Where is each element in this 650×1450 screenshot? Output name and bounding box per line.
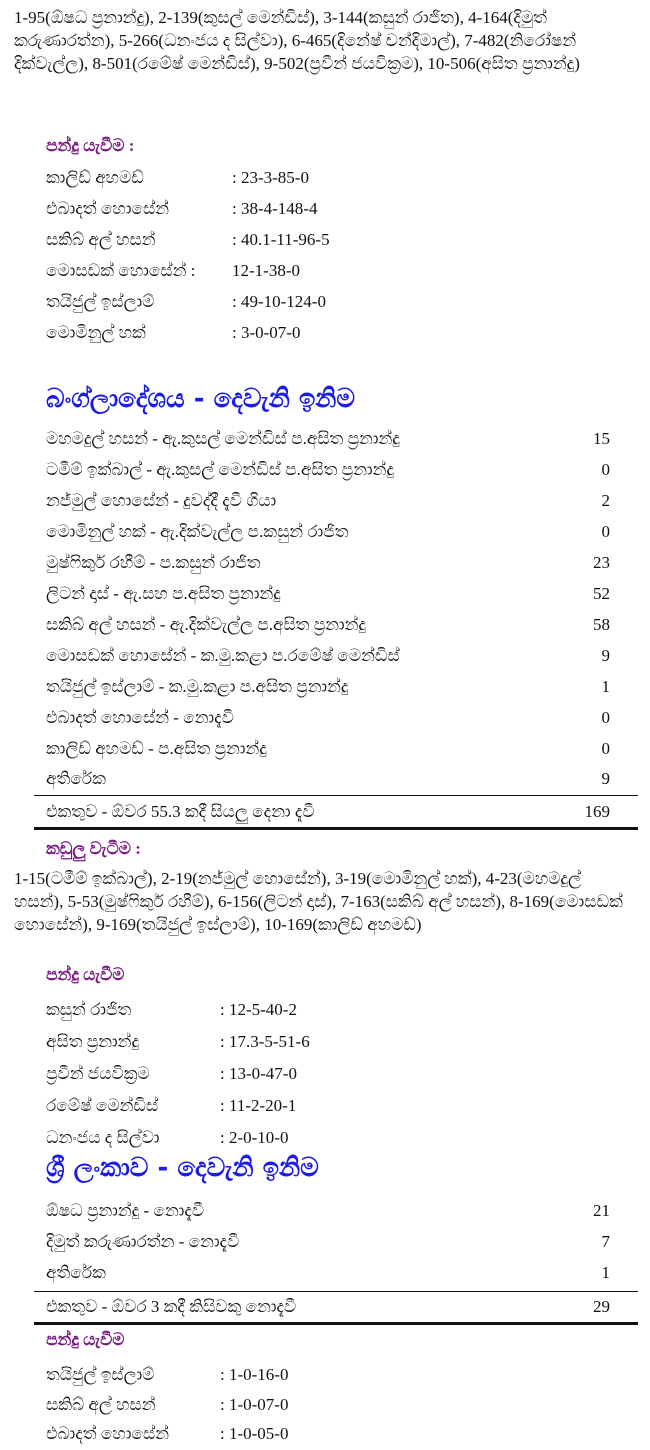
fall-of-wickets-heading: කඩුලු වැටීම : (46, 839, 141, 858)
bowler-figures: 12-1-38-0 (232, 261, 300, 280)
batsman-runs: 2 (601, 491, 610, 510)
bowler-figures: : 49-10-124-0 (232, 292, 326, 311)
section-heading-bangladesh: බංග්ලාදේශය - දෙවැනි ඉනිම (46, 384, 356, 414)
bowling-heading-3: පන්දු යැවීම (46, 1330, 125, 1349)
bowler-name: ප්‍රවීන් ජයවික්‍රම (46, 1064, 150, 1083)
batsman-dismissal: එබාදත් හොසේන් - නොදැවී (46, 708, 234, 727)
bowler-name: කාලිඩ් අහමඩ් (46, 168, 144, 187)
batting-row (46, 517, 610, 547)
batsman-dismissal: මහමදුල් හසන් - ඇ.කුසල් මෙන්ඩිස් ප.අසිත ප්‍රනාන්දු (46, 429, 400, 448)
bowler-figures: : 38-4-148-4 (232, 199, 318, 218)
bowler-figures: : 1-0-05-0 (220, 1424, 289, 1443)
batsman-dismissal: මොමිනුල් හක් - ඇ.දික්වැල්ල ප.කසුන් රාජිත (46, 522, 349, 541)
batting-row (46, 455, 610, 485)
batting-row (46, 1227, 610, 1257)
batsman-dismissal: දිමුත් කරුණාරත්න - නොදැවී (46, 1232, 240, 1251)
bowler-name: ධනංජය ද සිල්වා (46, 1128, 160, 1147)
batsman-runs: 1 (601, 677, 610, 696)
bowler-name: මොමිනුල් හක් (46, 323, 146, 342)
batting-row (46, 641, 610, 671)
extras-label: අතිරේක (46, 1263, 106, 1282)
bowler-figures: : 13-0-47-0 (220, 1064, 297, 1083)
bowler-name: සකිබ් අල් හසන් (46, 1395, 156, 1414)
batting-row (46, 734, 610, 764)
bowler-name: කසුන් රාජිත (46, 1000, 132, 1019)
bowling-heading-1: පන්දු යැවීම : (46, 136, 135, 155)
batsman-runs: 23 (593, 553, 610, 572)
batsman-runs: 0 (601, 739, 610, 758)
batsman-dismissal: මුෂ්ෆිකුර් රහීම් - ප.කසුන් රාජිත (46, 553, 261, 572)
section-heading-sri-lanka: ශ්‍රී ලංකාව - දෙවැනි ඉනිම (46, 1153, 319, 1183)
batsman-dismissal: සකිබ් අල් හසන් - ඇ.දික්වැල්ල ප.අසිත ප්‍රනාන්දු (46, 615, 366, 634)
bowler-name: තයිජුල් ඉස්ලාම් (46, 1365, 155, 1384)
bowler-name: මොසඩක් හොසේන් : (46, 261, 196, 280)
batsman-runs: 52 (593, 584, 610, 603)
extras-row (46, 1258, 610, 1288)
batsman-runs: 15 (593, 429, 610, 448)
bowler-figures: : 23-3-85-0 (232, 168, 309, 187)
batting-row (46, 486, 610, 516)
bowler-figures: : 1-0-07-0 (220, 1395, 289, 1414)
bowler-figures: : 1-0-16-0 (220, 1365, 289, 1384)
batsman-dismissal: ඕෂධ ප්‍රනාන්දු - නොදැවී (46, 1201, 205, 1220)
batsman-runs: 21 (593, 1201, 610, 1220)
divider (34, 1322, 638, 1325)
batting-row (46, 703, 610, 733)
bowler-name: අසිත ප්‍රනාන්දු (46, 1032, 140, 1051)
batting-row (46, 1196, 610, 1226)
total-label: එකතුව - ඕවර 3 කදී කිසිවකු නොදැවී (46, 1297, 297, 1316)
batsman-runs: 7 (601, 1232, 610, 1251)
bowling-heading-2: පන්දු යැවීම (46, 965, 125, 984)
batsman-runs: 9 (601, 646, 610, 665)
extras-runs: 9 (601, 769, 610, 788)
total-row-sri-lanka (46, 1292, 610, 1322)
batting-row (46, 424, 610, 454)
batsman-dismissal: තයිජුල් ඉස්ලාම් - ක.මු.කළා ප.අසිත ප්‍රනාන්දු (46, 677, 349, 696)
extras-runs: 1 (601, 1263, 610, 1282)
bowler-figures: : 17.3-5-51-6 (220, 1032, 310, 1051)
bowler-figures: : 40.1-11-96-5 (232, 230, 330, 249)
batting-row (46, 579, 610, 609)
batsman-runs: 0 (601, 708, 610, 727)
batting-row (46, 548, 610, 578)
fall-of-wickets-text-1: 1-95(ඕෂධ ප්‍රනාන්දු), 2-139(කුසල් මෙන්ඩිස්), 3-144(කසුන් රාජිත), 4-164(දිමුත් කරුණාරත්න), 5-266(ධනංජය ද සිල්වා), 6-465(දිනේෂ් චන්දිමාල්), 7-482(නිරෝෂන් දික්වැල්ල), 8-501(රමේෂ් මෙන්ඩිස්), 9-502(ප්‍රවීන් ජයවික්‍රම), 10-506(අසිත ප්‍රනාන්දු) (14, 8, 580, 73)
extras-label: අතිරේක (46, 769, 106, 788)
batsman-runs: 58 (593, 615, 610, 634)
bowler-name: එබාදත් හොසේන් (46, 199, 170, 218)
total-runs: 169 (584, 802, 610, 821)
extras-row (46, 764, 610, 794)
bowler-name: තයිජුල් ඉස්ලාම් (46, 292, 155, 311)
divider (34, 795, 638, 796)
total-row-bangladesh (46, 797, 610, 827)
batsman-dismissal: ලිටන් දාස් - ඇ.සහ ප.අසිත ප්‍රනාන්දු (46, 584, 281, 603)
batting-row (46, 672, 610, 702)
bowler-name: රමේෂ් මෙන්ඩිස් (46, 1096, 159, 1115)
batsman-dismissal: කාලිඩ් අහමඩ් - ප.අසිත ප්‍රනාන්දු (46, 739, 267, 758)
batsman-dismissal: නජ්මුල් හොසේන් - දුවද්දී දැවී ගියා (46, 491, 277, 510)
bowler-figures: : 12-5-40-2 (220, 1000, 297, 1019)
batsman-dismissal: ටමීම් ඉක්බාල් - ඇ.කුසල් මෙන්ඩිස් ප.අසිත ප්‍රනාන්දු (46, 460, 394, 479)
divider (34, 827, 638, 830)
fall-of-wickets-text-2: 1-15(ටමීම් ඉක්බාල්), 2-19(නජ්මුල් හොසේන්), 3-19(මොමිනුල් හක්), 4-23(මහමදුල් හසන්), 5-53(මුෂ්ෆිකුර් රහීම්), 6-156(ලිටන් දාස්), 7-163(සකිබ් අල් හසන්), 8-169(මොසඩක් හොසේන්), 9-169(තයිජුල් ඉස්ලාම්), 10-169(කාලිඩ් අහමඩ්) (14, 869, 623, 934)
bowler-name: සකිබ් අල් හසන් (46, 230, 156, 249)
bowler-figures: : 11-2-20-1 (220, 1096, 297, 1115)
bowler-name: එබාදත් හොසේන් (46, 1424, 170, 1443)
total-label: එකතුව - ඕවර 55.3 කදී සියලු දෙනා දැවී (46, 802, 315, 821)
batsman-runs: 0 (601, 460, 610, 479)
bowler-figures: : 2-0-10-0 (220, 1128, 289, 1147)
total-runs: 29 (593, 1297, 610, 1316)
batting-row (46, 610, 610, 640)
batsman-dismissal: මොසඩක් හොසේන් - ක.මු.කළා ප.රමේෂ් මෙන්ඩිස් (46, 646, 400, 665)
batsman-runs: 0 (601, 522, 610, 541)
bowler-figures: : 3-0-07-0 (232, 323, 301, 342)
